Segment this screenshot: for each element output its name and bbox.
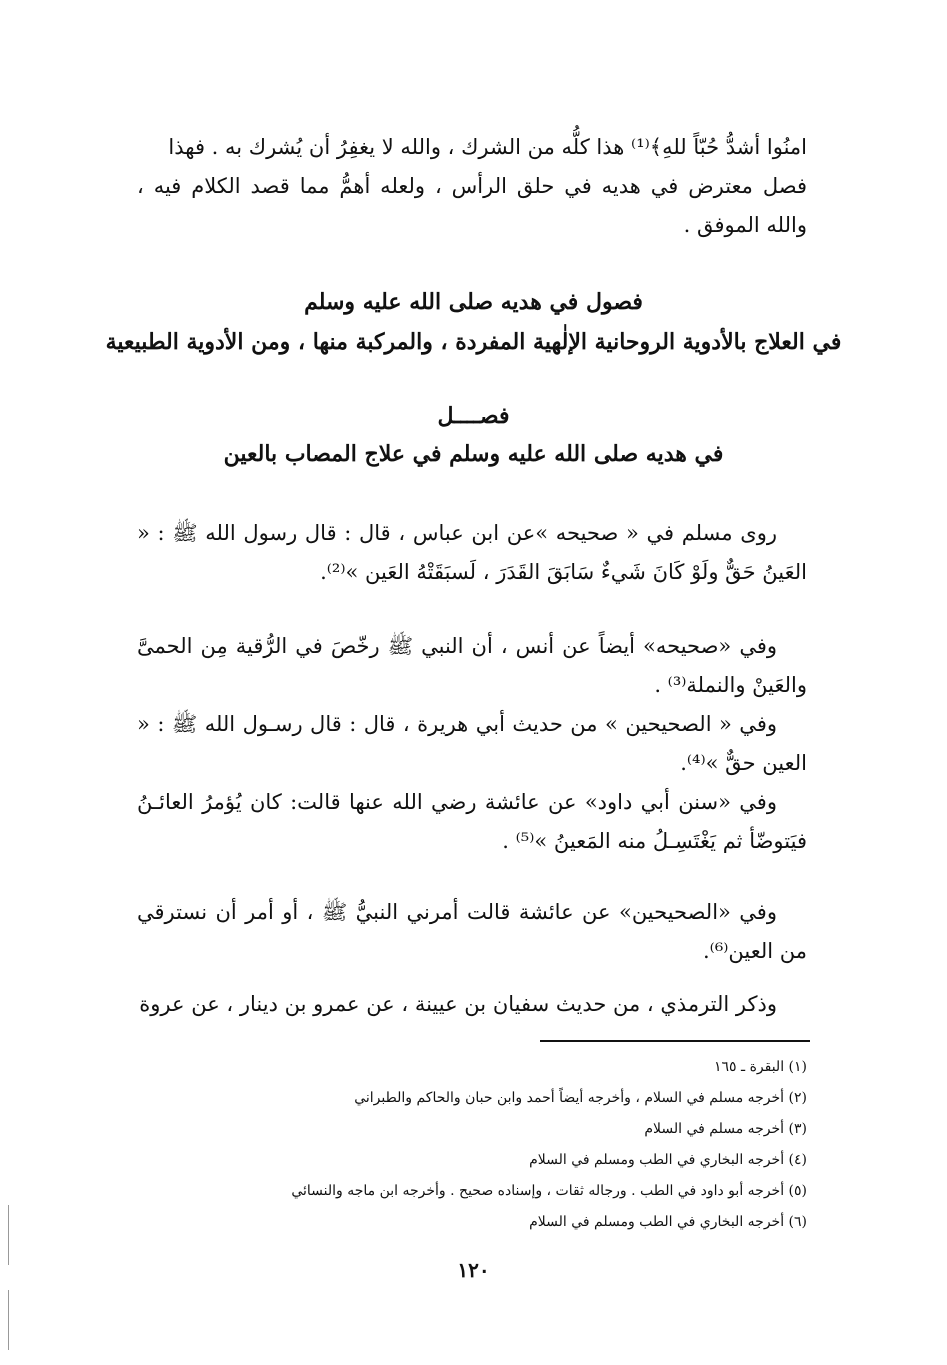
paragraph-4: وفي «سنن أبي داود» عن عائشة رضي الله عنها قالت: كان يُؤمرُ العائـنُ فيَتوضّأ ثم يَغْتَسِـلُ منه المَعينُ »⁽⁵⁾ . <box>137 790 807 853</box>
footnote-5: (٥) أخرجه أبو داود في الطب . ورجاله ثقات ، وإسناده صحيح . وأخرجه ابن ماجه والنسائي <box>291 1183 807 1199</box>
footnote-6: (٦) أخرجه البخاري في الطب ومسلم في السلام <box>529 1214 807 1230</box>
footnote-3: (٣) أخرجه مسلم في السلام <box>644 1121 807 1137</box>
footnote-1: (١) البقرة ـ ١٦٥ <box>714 1059 807 1075</box>
chapter-subtitle: في هديه صلى الله عليه وسلم في علاج المصاب بالعين <box>223 441 724 467</box>
footnote-2: (٢) أخرجه مسلم في السلام ، وأخرجه أيضاً أحمد وابن حبان والحاكم والطبراني <box>354 1090 807 1106</box>
page-number: ١٢٠ <box>457 1258 490 1282</box>
section-heading-line-1: فصول في هديه صلى الله عليه وسلم <box>304 289 643 315</box>
intro-paragraph <box>137 128 807 245</box>
paragraph-3: وفي « الصحيحين » من حديث أبي هريرة ، قال : قال رسـول الله ﷺ : « العين حقٌّ »⁽⁴⁾. <box>137 712 807 775</box>
intro-line-1: امنُوا أشدُّ حُبّاً للهِ﴾⁽¹⁾ هذا كلُّه من الشرك ، والله لا يغفِرُ أن يُشرك به . فهذا <box>168 135 807 159</box>
footnote-divider <box>540 1040 810 1042</box>
scan-margin-mark <box>8 1290 9 1350</box>
paragraph-5: وفي «الصحيحين» عن عائشة قالت أمرني النبيُّ ﷺ ، أو أمر أن نسترقي من العين⁽⁶⁾. <box>137 900 807 963</box>
paragraph-6: وذكر الترمذي ، من حديث سفيان بن عيينة ، عن عمرو بن دينار ، عن عروة <box>139 992 777 1016</box>
footnotes <box>137 1052 807 1238</box>
paragraph-1: روى مسلم في « صحيحه »عن ابن عباس ، قال : قال رسول الله ﷺ : « العَينُ حَقٌّ ولَوْ كَانَ شَيءٌ سَابَقَ القَدَرَ ، لَسبَقَتْهُ العَين »⁽²⁾. <box>137 521 807 584</box>
footnote-4: (٤) أخرجه البخاري في الطب ومسلم في السلام <box>529 1152 807 1168</box>
intro-line-2: فصل معترض في هديه في حلق الرأس ، ولعله أهمُّ مما قصد الكلام فيه ، والله الموفق . <box>137 174 807 237</box>
scan-margin-mark <box>8 1205 9 1265</box>
chapter-title: فصــــل <box>437 403 510 429</box>
section-heading-line-2: في العلاج بالأدوية الروحانية الإلٰهية المفردة ، والمركبة منها ، ومن الأدوية الطبيعية <box>105 329 842 355</box>
paragraph-2: وفي «صحيحه» أيضاً عن أنس ، أن النبي ﷺ رخّصَ في الرُّقية مِن الحمىَّ والعَينْ والنملة⁽³⁾ . <box>137 634 807 697</box>
